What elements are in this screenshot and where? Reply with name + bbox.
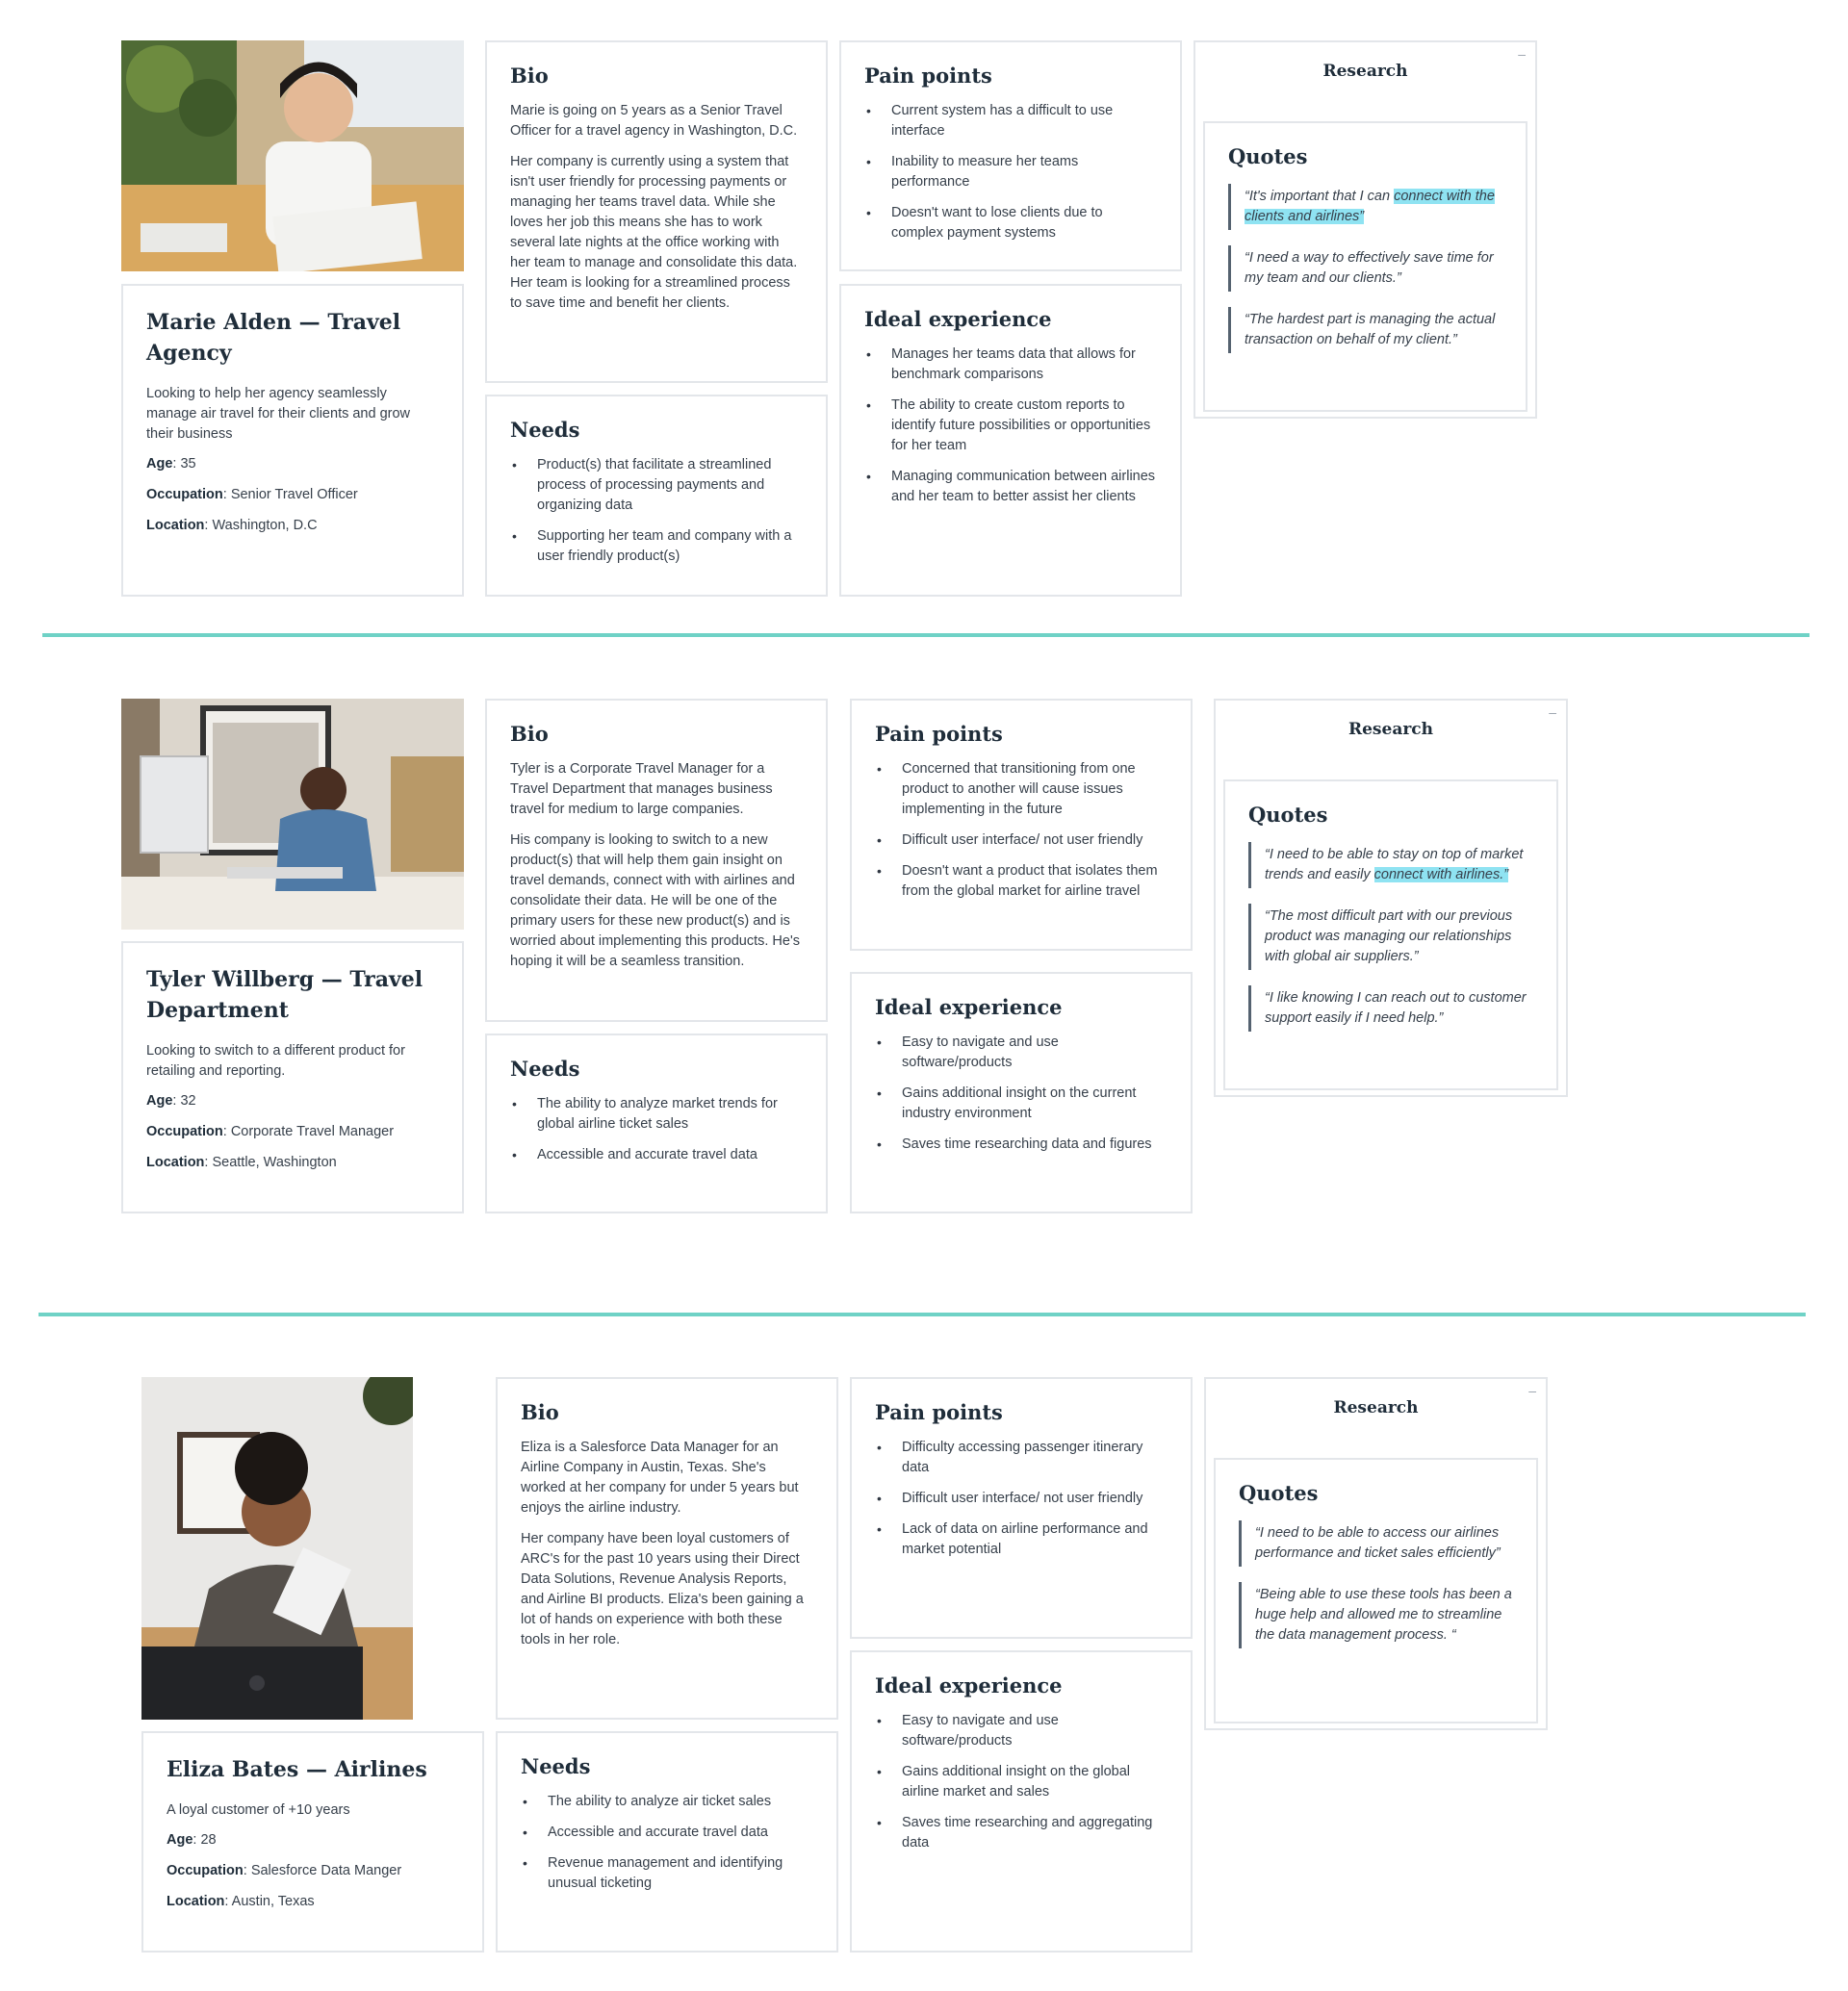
research-panel-marie xyxy=(1194,40,1537,419)
pain-points-card-eliza xyxy=(850,1377,1193,1639)
list-item: • Saves time researching and aggregating data xyxy=(902,1813,1168,1853)
bio-title: Bio xyxy=(510,64,549,88)
minimize-icon[interactable]: – xyxy=(1528,1383,1536,1398)
highlighted-text: connect with the clients and airlines” xyxy=(1245,189,1495,224)
needs-title: Needs xyxy=(521,1754,591,1778)
ideal-experience-title: Ideal experience xyxy=(875,1673,1063,1697)
woman-desk-photo-icon xyxy=(121,40,464,271)
persona-summary: Looking to help her agency seamlessly manage air travel for their clients and grow their business xyxy=(146,386,411,442)
quote: “The most difficult part with our previous product was managing our relationships with global air suppliers.” xyxy=(1248,904,1535,970)
quotes-title: Quotes xyxy=(1239,1481,1319,1505)
persona-age: Age: 32 xyxy=(146,1093,196,1109)
research-panel-eliza xyxy=(1204,1377,1548,1730)
list-item: • Revenue management and identifying unusual ticketing xyxy=(548,1853,813,1894)
ideal-experience-list xyxy=(875,1711,1168,1853)
needs-card-tyler xyxy=(485,1034,828,1213)
list-item: • Difficulty accessing passenger itinerary data xyxy=(902,1438,1168,1478)
quotes-title: Quotes xyxy=(1228,144,1308,168)
persona-summary: Looking to switch to a different product for retailing and reporting. xyxy=(146,1043,405,1079)
list-item: • Easy to navigate and use software/products xyxy=(902,1711,1168,1751)
list-item: • Gains additional insight on the global airline market and sales xyxy=(902,1762,1168,1802)
quote: “Being able to use these tools has been a huge help and allowed me to streamline the data management process. “ xyxy=(1239,1582,1515,1648)
quote: “I need to be able to access our airlines performance and ticket sales efficiently” xyxy=(1239,1520,1515,1567)
bio-paragraph: Eliza is a Salesforce Data Manager for an Airline Company in Austin, Texas. She's worked at her company for under 5 years but enjoys the airline industry. xyxy=(521,1440,799,1516)
minimize-icon[interactable]: – xyxy=(1549,704,1556,720)
persona-location: Location: Washington, D.C xyxy=(146,518,318,533)
persona-photo-eliza xyxy=(141,1377,413,1720)
persona-name: Tyler Willberg — Travel Department xyxy=(146,967,424,1023)
bio-title: Bio xyxy=(521,1400,559,1424)
persona-occupation: Occupation: Corporate Travel Manager xyxy=(146,1124,395,1139)
list-item: • Gains additional insight on the current industry environment xyxy=(902,1084,1168,1124)
minimize-icon[interactable]: – xyxy=(1518,46,1526,62)
list-item: • Supporting her team and company with a user friendly product(s) xyxy=(537,526,803,567)
needs-title: Needs xyxy=(510,418,580,442)
list-item: • Difficult user interface/ not user friendly xyxy=(902,1489,1168,1509)
list-item: • Easy to navigate and use software/products xyxy=(902,1033,1168,1073)
ideal-experience-card-eliza xyxy=(850,1650,1193,1953)
man-computer-photo-icon xyxy=(121,699,464,930)
persona-age: Age: 28 xyxy=(167,1832,217,1848)
needs-list xyxy=(510,455,803,567)
persona-location: Location: Austin, Texas xyxy=(167,1894,315,1909)
bio-paragraph: His company is looking to switch to a new product(s) that will help them gain insight on travel demands, connect with with airlines and consolidate their data. He will be one of the primary users for these new product(s) and is worried about implementing this products. He's hoping it will be a seamless transition. xyxy=(510,832,800,969)
list-item: • The ability to create custom reports to identify future possibilities or opportunities for her team xyxy=(891,396,1157,456)
list-item: • The ability to analyze air ticket sales xyxy=(548,1792,813,1812)
pain-points-list xyxy=(864,101,1157,243)
list-item: • Lack of data on airline performance and market potential xyxy=(902,1519,1168,1560)
woman-laptop-photo-icon xyxy=(141,1377,413,1720)
list-item: • Managing communication between airlines and her team to better assist her clients xyxy=(891,467,1157,507)
persona-card-tyler xyxy=(121,941,464,1213)
list-item: • Manages her teams data that allows for benchmark comparisons xyxy=(891,345,1157,385)
quotes-box xyxy=(1214,1458,1538,1723)
bio-title: Bio xyxy=(510,722,549,746)
quote: “The hardest part is managing the actual transaction on behalf of my client.” xyxy=(1228,307,1504,353)
pain-points-list xyxy=(875,1438,1168,1560)
list-item: • The ability to analyze market trends for global airline ticket sales xyxy=(537,1094,803,1135)
list-item: • Product(s) that facilitate a streamlined process of processing payments and organizing data xyxy=(537,455,803,516)
persona-summary: A loyal customer of +10 years xyxy=(167,1802,350,1818)
research-panel-tyler xyxy=(1214,699,1568,1097)
persona-name: Eliza Bates — Airlines xyxy=(167,1757,427,1782)
pain-points-title: Pain points xyxy=(875,722,1003,746)
quote: “I need a way to effectively save time for my team and our clients.” xyxy=(1228,245,1504,292)
bio-paragraph: Her company have been loyal customers of ARC's for the past 10 years using their Direct Data Solutions, Revenue Analysis Reports, and Airline BI products. Eliza's been gaining a lot of hands on experience with both these tools in her role. xyxy=(521,1531,804,1647)
needs-list xyxy=(521,1792,813,1894)
ideal-experience-title: Ideal experience xyxy=(875,995,1063,1019)
quote: “I like knowing I can reach out to customer support easily if I need help.” xyxy=(1248,985,1535,1032)
list-item: • Current system has a difficult to use interface xyxy=(891,101,1157,141)
list-item: • Doesn't want a product that isolates them from the global market for airline travel xyxy=(902,861,1168,902)
ideal-experience-card-tyler xyxy=(850,972,1193,1213)
list-item: • Concerned that transitioning from one product to another will cause issues implementing in the future xyxy=(902,759,1168,820)
persona-location: Location: Seattle, Washington xyxy=(146,1155,337,1170)
bio-paragraph: Tyler is a Corporate Travel Manager for a Travel Department that manages business travel for medium to large companies. xyxy=(510,761,773,817)
list-item: • Saves time researching data and figures xyxy=(902,1135,1168,1155)
bio-card-eliza xyxy=(496,1377,838,1720)
bio-card-tyler xyxy=(485,699,828,1022)
needs-title: Needs xyxy=(510,1057,580,1081)
needs-card-eliza xyxy=(496,1731,838,1953)
persona-age: Age: 35 xyxy=(146,456,196,472)
list-item: • Accessible and accurate travel data xyxy=(548,1823,813,1843)
persona-photo-marie xyxy=(121,40,464,271)
bio-card-marie xyxy=(485,40,828,383)
persona-card-eliza xyxy=(141,1731,484,1953)
persona-card-marie xyxy=(121,284,464,597)
list-item: • Difficult user interface/ not user friendly xyxy=(902,830,1168,851)
ideal-experience-list xyxy=(864,345,1157,507)
pain-points-title: Pain points xyxy=(875,1400,1003,1424)
quotes-box xyxy=(1223,779,1558,1090)
highlighted-text: connect with airlines.” xyxy=(1373,867,1509,882)
pain-points-card-tyler xyxy=(850,699,1193,951)
persona-photo-tyler xyxy=(121,699,464,930)
persona-occupation: Occupation: Senior Travel Officer xyxy=(146,487,358,502)
ideal-experience-card-marie xyxy=(839,284,1182,597)
research-title: Research xyxy=(1322,62,1408,81)
research-title: Research xyxy=(1348,720,1433,739)
quote: “It's important that I can connect with the clients and airlines” xyxy=(1228,184,1504,230)
persona-occupation: Occupation: Salesforce Data Manger xyxy=(167,1863,402,1878)
bio-paragraph: Her company is currently using a system that isn't user friendly for processing payments or managing her teams travel data. While she loves her job this means she has to work several late nights at the office working with her team to manage and consolidate this data. Her team is looking for a streamlined process to save time and benefit her clients. xyxy=(510,154,798,311)
persona-name: Marie Alden — Travel Agency xyxy=(146,310,401,366)
ideal-experience-list xyxy=(875,1033,1168,1155)
needs-list xyxy=(510,1094,803,1165)
pain-points-title: Pain points xyxy=(864,64,992,88)
list-item: • Inability to measure her teams performance xyxy=(891,152,1157,192)
quotes-title: Quotes xyxy=(1248,803,1328,827)
ideal-experience-title: Ideal experience xyxy=(864,307,1052,331)
list-item: • Accessible and accurate travel data xyxy=(537,1145,803,1165)
section-divider xyxy=(42,633,1810,637)
needs-card-marie xyxy=(485,395,828,597)
quotes-box xyxy=(1203,121,1527,412)
section-divider xyxy=(38,1313,1806,1316)
pain-points-list xyxy=(875,759,1168,902)
quote: “I need to be able to stay on top of market trends and easily connect with airlines.” xyxy=(1248,842,1535,888)
pain-points-card-marie xyxy=(839,40,1182,271)
list-item: • Doesn't want to lose clients due to complex payment systems xyxy=(891,203,1157,243)
bio-paragraph: Marie is going on 5 years as a Senior Travel Officer for a travel agency in Washington, D.C. xyxy=(510,103,798,139)
research-title: Research xyxy=(1333,1398,1419,1417)
